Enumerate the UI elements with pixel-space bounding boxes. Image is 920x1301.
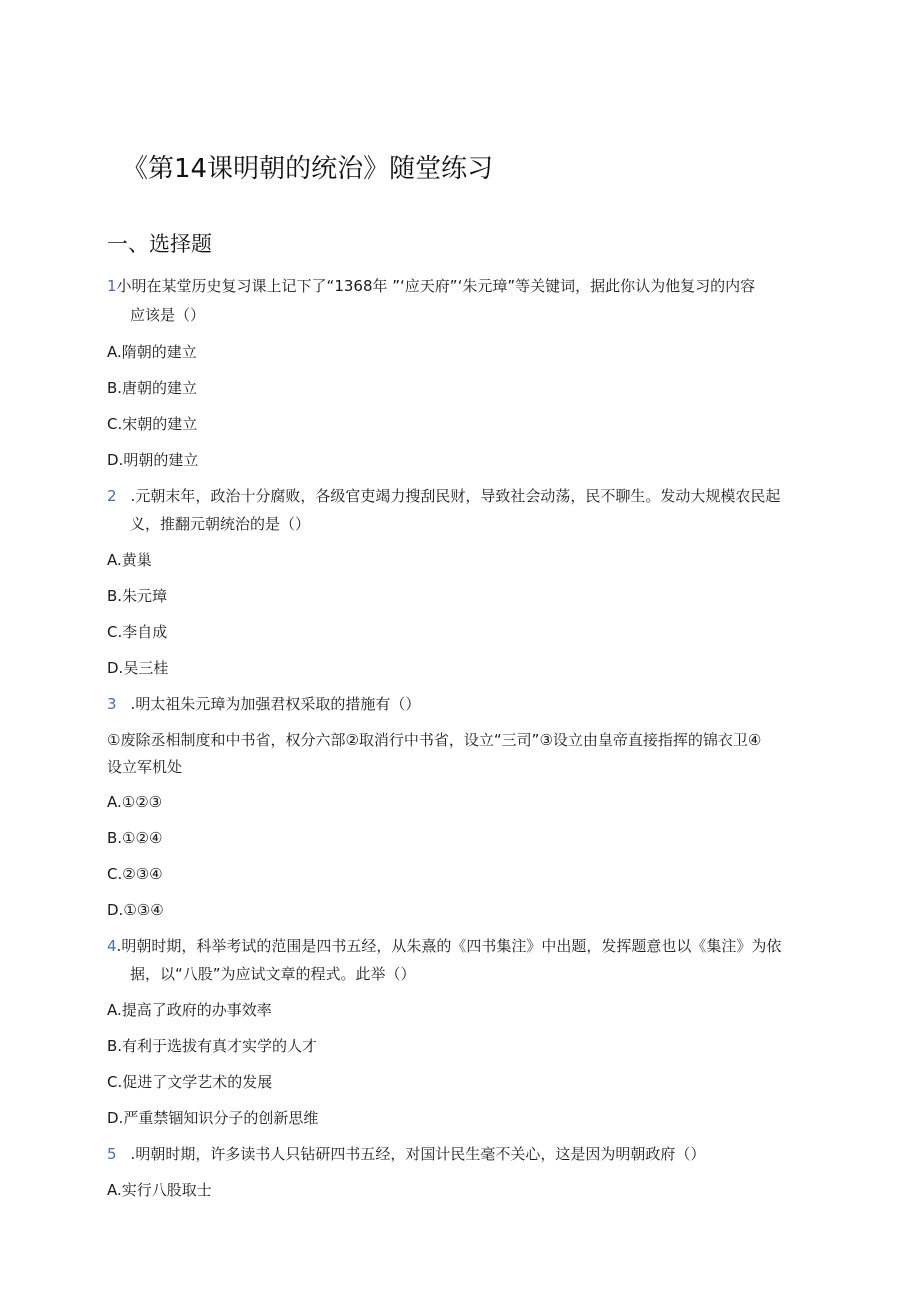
question-1-stem-cont: 应该是（） [130, 306, 206, 324]
question-3-option-d: D.①③④ [107, 901, 164, 919]
question-1-option-c: C.宋朝的建立 [107, 415, 198, 433]
question-3-option-b: B.①②④ [107, 829, 163, 847]
question-text: .明朝时期，科举考试的范围是四书五经，从朱熹的《四书集注》中出题，发挥题意也以《集注》为依 [116, 937, 782, 955]
question-number: 4 [107, 937, 117, 955]
question-1-option-d: D.明朝的建立 [107, 451, 199, 469]
question-2-stem [107, 486, 780, 506]
question-3-statements-cont: 设立军机处 [107, 758, 183, 776]
question-number: 1 [107, 277, 117, 295]
section-heading: 一、选择题 [107, 232, 212, 256]
question-4-option-b: B.有利于选拔有真才实学的人才 [107, 1037, 318, 1055]
document-title: 《第14课明朝的统治》随堂练习 [122, 154, 494, 184]
question-3-statements: ①废除丞相制度和中书省，权分六部②取消行中书省，设立“三司”③设立由皇帝直接指挥的锦衣卫④ [107, 731, 762, 749]
question-text: .明朝时期，许多读书人只钻研四书五经，对国计民生毫不关心，这是因为明朝政府（） [130, 1145, 706, 1163]
question-4-stem [107, 936, 781, 956]
question-1-stem [107, 276, 755, 296]
question-number: 3 [107, 695, 117, 713]
question-2-option-b: B.朱元璋 [107, 587, 168, 605]
question-2-option-d: D.吴三桂 [107, 659, 169, 677]
question-text: .明太祖朱元璋为加强君权采取的措施有（） [130, 695, 421, 713]
question-number: 2 [107, 487, 117, 505]
question-3-option-c: C.②③④ [107, 865, 163, 883]
question-4-stem-cont: 据，以“八股”为应试文章的程式。此举（） [130, 965, 416, 983]
question-1-option-b: B.唐朝的建立 [107, 379, 198, 397]
question-5-option-a: A.实行八股取士 [107, 1181, 212, 1199]
question-2-option-a: A.黄巢 [107, 551, 152, 569]
question-number: 5 [107, 1145, 117, 1163]
question-2-option-c: C.李自成 [107, 623, 168, 641]
question-3-option-a: A.①②③ [107, 793, 163, 811]
question-1-option-a: A.隋朝的建立 [107, 343, 197, 361]
question-text: 小明在某堂历史复习课上记下了“1368年 ”‘应天府”‘朱元璋”等关键词，据此你认为他复习的内容 [116, 277, 756, 295]
question-4-option-a: A.提高了政府的办事效率 [107, 1001, 272, 1019]
question-text: .元朝末年，政治十分腐败，各级官吏竭力搜刮民财，导致社会动荡，民不聊生。发动大规模农民起 [130, 487, 781, 505]
question-3-stem [107, 694, 420, 714]
question-4-option-d: D.严重禁锢知识分子的创新思维 [107, 1109, 319, 1127]
question-4-option-c: C.促进了文学艺术的发展 [107, 1073, 273, 1091]
question-5-stem [107, 1144, 705, 1164]
question-2-stem-cont: 义，推翻元朝统治的是（） [130, 515, 311, 533]
